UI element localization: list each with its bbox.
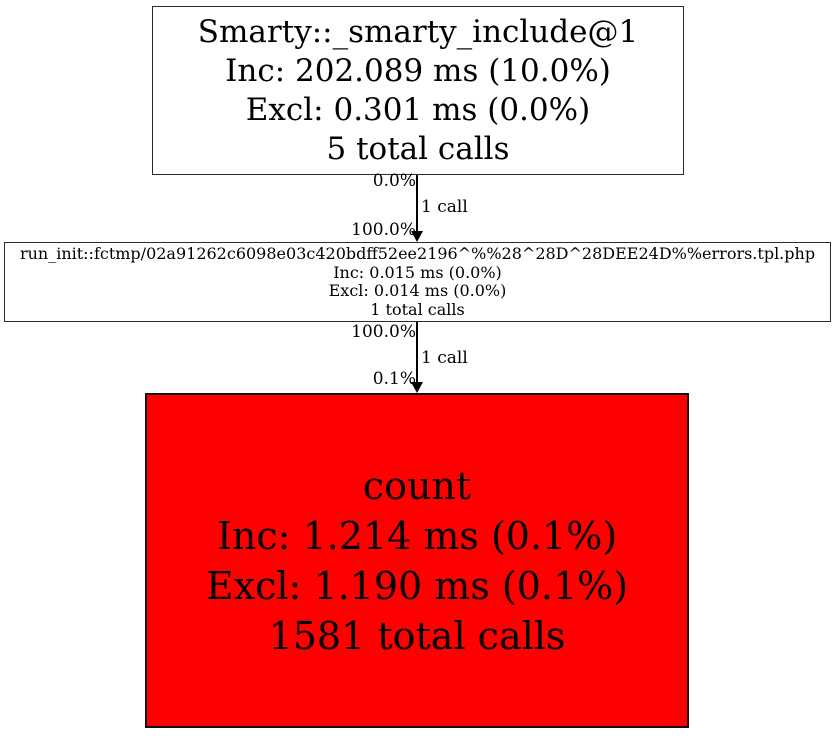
edge-target-percent-label: 100.0% xyxy=(351,220,416,240)
node-exclusive-time: Excl: 1.190 ms (0.1%) xyxy=(205,563,629,608)
edge-line xyxy=(416,322,418,383)
edge-source-percent-label: 0.0% xyxy=(372,171,416,191)
node-total-calls: 1 total calls xyxy=(370,299,465,319)
edge-source-percent-label: 100.0% xyxy=(351,322,416,342)
edge-calls-label: 1 call xyxy=(421,197,468,217)
node-total-calls: 1581 total calls xyxy=(268,613,566,658)
node-title: count xyxy=(362,463,472,508)
edge-line xyxy=(416,175,418,232)
node-title: Smarty::_smarty_include@1 xyxy=(197,13,639,50)
node-total-calls: 5 total calls xyxy=(326,130,510,167)
node-run-init-errors-tpl[interactable] xyxy=(4,242,831,322)
node-smarty-include[interactable] xyxy=(152,6,684,175)
node-title: run_init::fctmp/02a91262c6098e03c420bdff52ee2196^%%28^28D^28DEE24D%%errors.tpl.php xyxy=(19,244,816,263)
node-exclusive-time: Excl: 0.301 ms (0.0%) xyxy=(245,91,591,128)
node-inclusive-time: Inc: 1.214 ms (0.1%) xyxy=(216,513,618,558)
edge-calls-label: 1 call xyxy=(421,348,468,368)
node-inclusive-time: Inc: 202.089 ms (10.0%) xyxy=(225,52,611,89)
node-exclusive-time: Excl: 0.014 ms (0.0%) xyxy=(328,281,507,300)
node-inclusive-time: Inc: 0.015 ms (0.0%) xyxy=(333,262,502,282)
edge-target-percent-label: 0.1% xyxy=(372,369,416,389)
node-count[interactable] xyxy=(145,393,689,728)
